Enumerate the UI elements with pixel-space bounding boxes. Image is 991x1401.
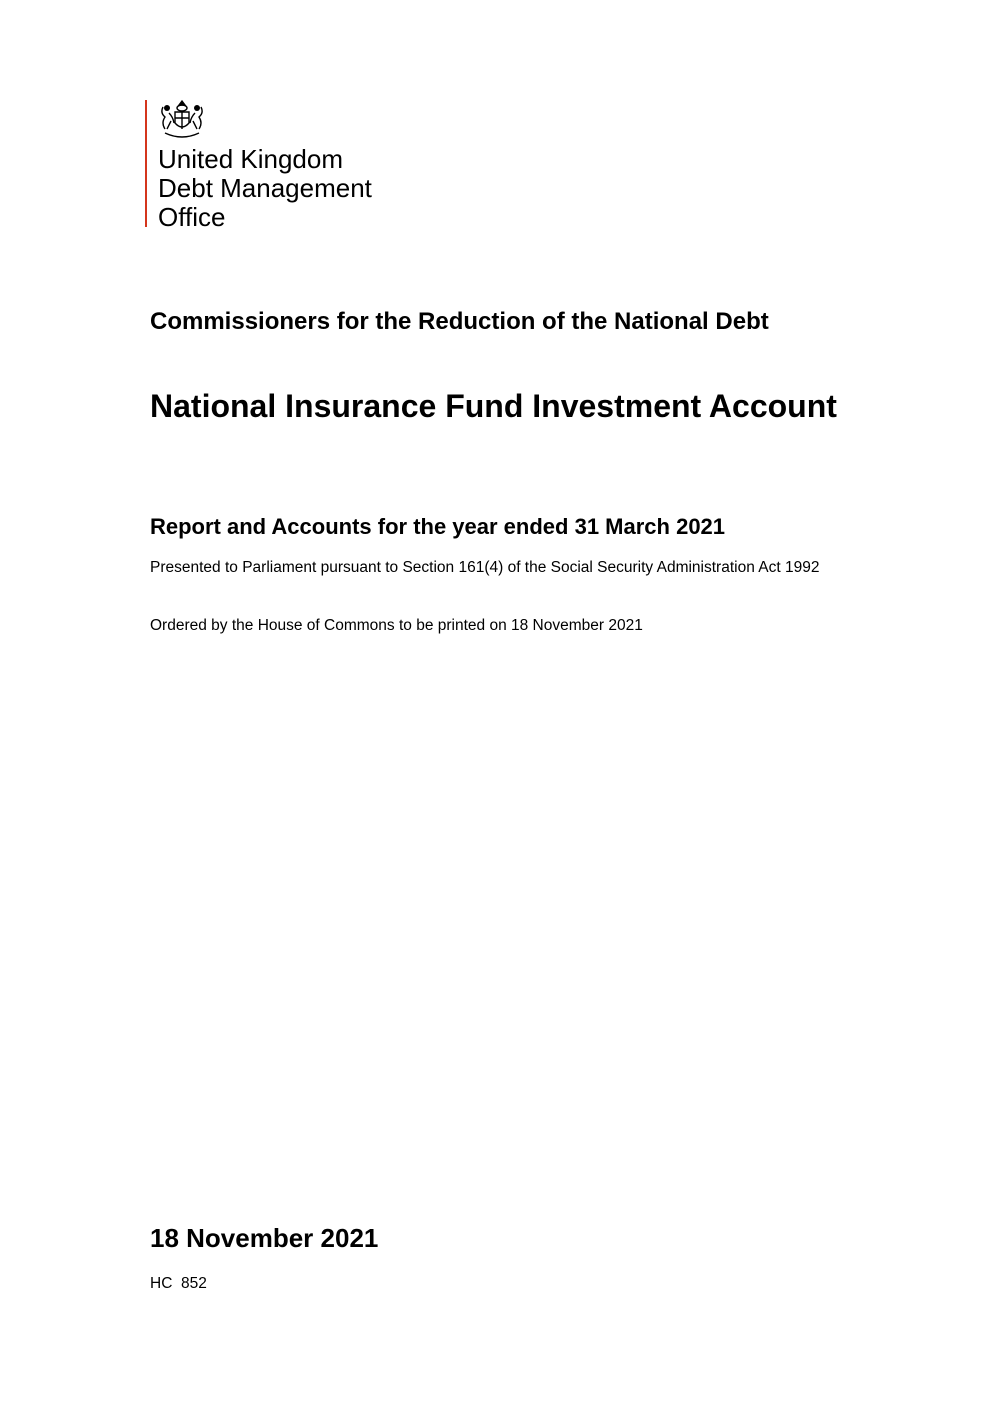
document-title: National Insurance Fund Investment Account <box>150 388 837 424</box>
ordered-statement: Ordered by the House of Commons to be printed on 18 November 2021 <box>150 617 643 634</box>
logo-accent-bar <box>145 100 147 227</box>
hc-number: HC 852 <box>150 1275 207 1292</box>
logo-text-line-3: Office <box>158 202 226 232</box>
logo-text-line-2: Debt Management <box>158 173 372 203</box>
logo-text-line-1: United Kingdom <box>158 144 343 174</box>
organisation-heading: Commissioners for the Reduction of the National Debt <box>150 308 769 335</box>
document-subtitle: Report and Accounts for the year ended 31 March 2021 <box>150 514 726 539</box>
publication-date: 18 November 2021 <box>150 1223 379 1253</box>
presented-statement: Presented to Parliament pursuant to Section 161(4) of the Social Security Administration Act 1992 <box>150 559 820 576</box>
royal-coat-of-arms-icon <box>157 99 207 139</box>
